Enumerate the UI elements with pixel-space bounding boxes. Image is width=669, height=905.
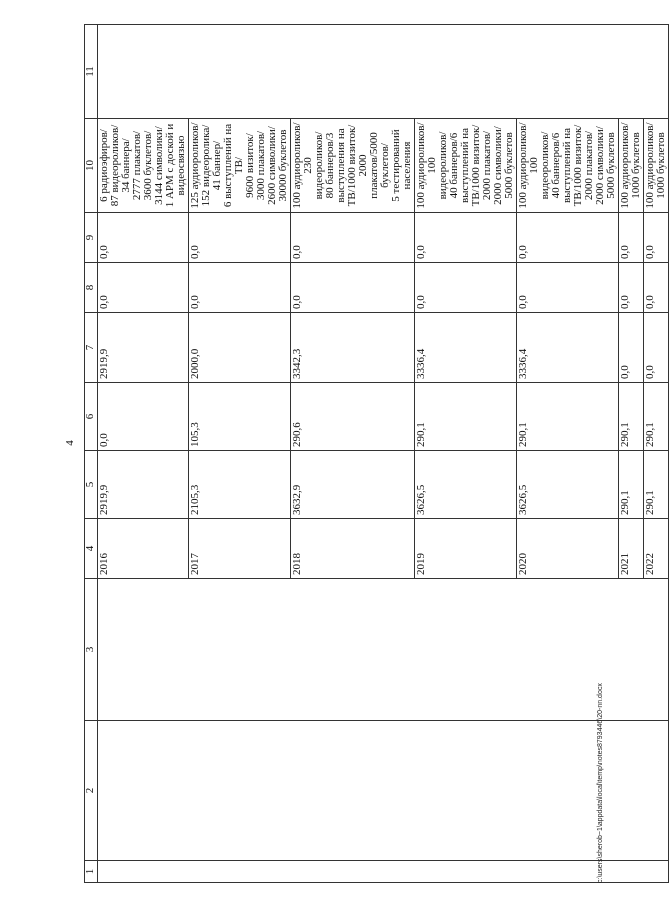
- cell-col8: 0,0: [415, 263, 517, 313]
- column-number-row: [85, 25, 98, 883]
- cell-col7: 0,0: [619, 313, 644, 383]
- cell-total: 2919,9: [98, 451, 189, 519]
- cell-col6: 290,1: [644, 383, 669, 451]
- col-header-5: 5: [85, 451, 98, 519]
- cell-col7: 3342,3: [291, 313, 415, 383]
- cell-col7: 0,0: [644, 313, 669, 383]
- table-row: [98, 25, 189, 883]
- cell-col9: 0,0: [415, 213, 517, 263]
- cell-total: 3626,5: [517, 451, 619, 519]
- cell-indicators: 100 аудиороликов/ 1000 буклетов: [619, 119, 644, 213]
- cell-year: 2020: [517, 519, 619, 579]
- cell-col6: 290,6: [291, 383, 415, 451]
- cell-col8: 0,0: [644, 263, 669, 313]
- col-header-4: 4: [85, 519, 98, 579]
- cell-indicators: 100 аудиороликов/ 1000 буклетов: [644, 119, 669, 213]
- cell-indicators: 6 радиоэфиров/ 87 видеороликов/ 34 баннера/ 2777 плакатов/ 3600 буклетов/ 3144 символики/ 1 АРМ с доской и видеосвязью: [98, 119, 189, 213]
- cell-year: 2018: [291, 519, 415, 579]
- cell-col9: 0,0: [517, 213, 619, 263]
- cell-col9: 0,0: [619, 213, 644, 263]
- cell-total: 2105,3: [189, 451, 291, 519]
- cell-col7: 3336,4: [517, 313, 619, 383]
- footer-file-path: c:\users\sherob~1\appdata\local\temp\notes8793446\20-nn.docx: [597, 683, 604, 883]
- col-header-10: 10: [85, 119, 98, 213]
- cell-col8: 0,0: [291, 263, 415, 313]
- cell-col6: 105,3: [189, 383, 291, 451]
- cell-col9: 0,0: [644, 213, 669, 263]
- program-table: [84, 24, 669, 883]
- col-header-11: 11: [85, 25, 98, 119]
- cell-indicators: 100 аудиороликов/ 100 видеороликов/ 40 баннеров/6 выступлений на ТВ/1000 визиток/ 2000 плакатов/ 2000 символики/ 5000 буклетов: [517, 119, 619, 213]
- cell-total: 3632,9: [291, 451, 415, 519]
- cell-col11: [98, 25, 669, 119]
- col-header-6: 6: [85, 383, 98, 451]
- cell-year: 2021: [619, 519, 644, 579]
- cell-col9: 0,0: [98, 213, 189, 263]
- cell-col9: 0,0: [291, 213, 415, 263]
- cell-col7: 2000,0: [189, 313, 291, 383]
- cell-col9: 0,0: [189, 213, 291, 263]
- cell-year: 2017: [189, 519, 291, 579]
- cell-total: 290,1: [619, 451, 644, 519]
- cell-col6: 0,0: [98, 383, 189, 451]
- cell-col8: 0,0: [619, 263, 644, 313]
- cell-col6: 290,1: [415, 383, 517, 451]
- page-number: 4: [64, 440, 76, 446]
- cell-total: 3626,5: [415, 451, 517, 519]
- cell-col7: 2919,9: [98, 313, 189, 383]
- cell-year: 2022: [644, 519, 669, 579]
- col-header-1: 1: [85, 861, 98, 883]
- cell-col8: 0,0: [189, 263, 291, 313]
- cell-year: 2016: [98, 519, 189, 579]
- cell-total: 290,1: [644, 451, 669, 519]
- cell-col8: 0,0: [98, 263, 189, 313]
- cell-year: 2019: [415, 519, 517, 579]
- cell-col8: 0,0: [517, 263, 619, 313]
- cell-indicators: 100 аудиороликов/ 230 видеороликов/ 80 баннеров/3 выступления на ТВ/1000 визиток/ 2000 плакатов/5000 буклетов/ 5 тестирований населения: [291, 119, 415, 213]
- cell-col2: [98, 721, 669, 861]
- cell-col7: 3336,4: [415, 313, 517, 383]
- cell-col6: 290,1: [619, 383, 644, 451]
- cell-indicators: 125 аудиороликов/ 152 видеоролика/ 41 баннер/ 6 выступлений на ТВ/ 9600 визиток/ 3000 плакатов/ 2600 символики/ 30000 буклетов: [189, 119, 291, 213]
- cell-indicators: 100 аудиороликов/ 100 видеороликов/ 40 баннеров/6 выступлений на ТВ/1000 визиток/ 2000 плакатов/ 2000 символики/ 5000 буклетов: [415, 119, 517, 213]
- col-header-9: 9: [85, 213, 98, 263]
- cell-col6: 290,1: [517, 383, 619, 451]
- table-body: [98, 25, 669, 883]
- col-header-2: 2: [85, 721, 98, 861]
- col-header-7: 7: [85, 313, 98, 383]
- col-header-8: 8: [85, 263, 98, 313]
- cell-col3: [98, 579, 669, 721]
- col-header-3: 3: [85, 579, 98, 721]
- cell-col1: [98, 861, 669, 883]
